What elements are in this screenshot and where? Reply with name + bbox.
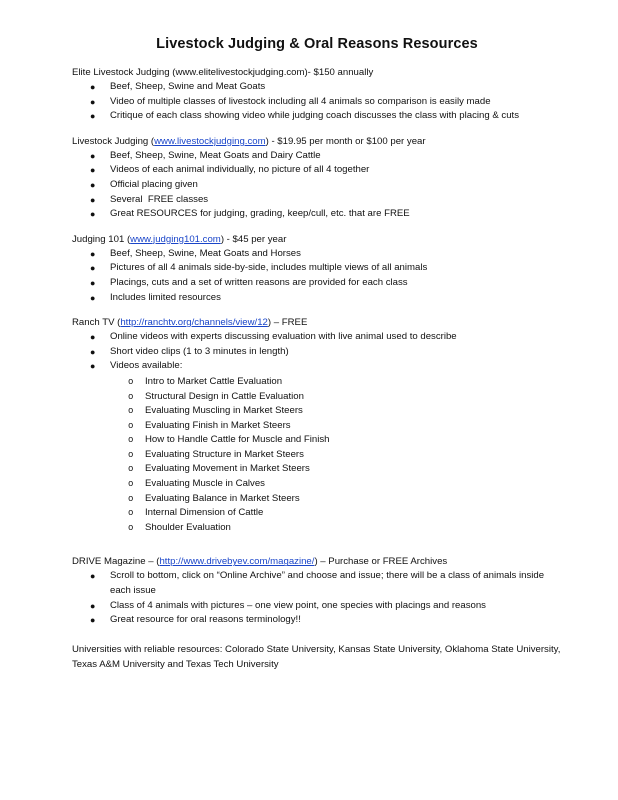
section-heading: DRIVE Magazine – (http://www.drivebyev.com/magazine/) – Purchase or FREE Archives bbox=[72, 556, 448, 568]
section-ranch-tv bbox=[72, 316, 562, 535]
circle-bullet-icon: o bbox=[128, 479, 134, 490]
list-item: ● Official placing given bbox=[72, 178, 562, 193]
video-item: o How to Handle Cattle for Muscle and Finish bbox=[72, 433, 562, 448]
bullet-icon: ● bbox=[90, 194, 96, 205]
video-item: o Intro to Market Cattle Evaluation bbox=[72, 375, 562, 390]
bullet-icon: ● bbox=[90, 150, 96, 161]
list-item: ● Scroll to bottom, click on “Online Archive” and choose and issue; there will be a class of animals inside each issue bbox=[90, 570, 545, 597]
video-item: o Evaluating Balance in Market Steers bbox=[72, 492, 562, 507]
list-item: ● Videos of each animal individually, no picture of all 4 together bbox=[72, 163, 562, 178]
circle-bullet-icon: o bbox=[128, 435, 134, 446]
bullet-list bbox=[72, 330, 562, 374]
list-item: ● Online videos with experts discussing evaluation with live animal used to describe bbox=[72, 330, 562, 345]
list-item: ● Critique of each class showing video while judging coach discusses the class with placing & cuts bbox=[72, 109, 562, 124]
judging101-link[interactable]: www.judging101.com bbox=[130, 233, 221, 245]
bullet-icon: ● bbox=[90, 165, 96, 176]
video-item: o Shoulder Evaluation bbox=[72, 521, 562, 536]
bullet-icon: ● bbox=[90, 82, 96, 92]
list-item: ● Pictures of all 4 animals side-by-side, includes multiple views of all animals bbox=[72, 261, 562, 276]
list-item: ● Includes limited resources bbox=[72, 291, 562, 306]
bullet-icon: ● bbox=[90, 209, 96, 220]
list-item: ● Video of multiple classes of livestock including all 4 animals so comparison is easily made bbox=[72, 95, 562, 110]
ranchtv-link[interactable]: http://ranchtv.org/channels/view/12 bbox=[120, 317, 268, 329]
video-item: o Evaluating Structure in Market Steers bbox=[72, 448, 562, 463]
list-item: ● Beef, Sheep, Swine, Meat Goats and Dairy Cattle bbox=[72, 149, 562, 164]
video-item: o Evaluating Muscle in Calves bbox=[72, 477, 562, 492]
list-item: ● Videos available: bbox=[72, 359, 562, 374]
bullet-icon: ● bbox=[90, 600, 96, 611]
universities-paragraph: Universities with reliable resources: Colorado State University, Kansas State University, Oklahoma State University, Texas A&M University and Texas Tech University bbox=[72, 643, 561, 670]
bullet-icon: ● bbox=[90, 571, 96, 582]
bullet-icon: ● bbox=[90, 263, 96, 274]
circle-bullet-icon: o bbox=[128, 522, 134, 533]
bullet-icon: ● bbox=[90, 111, 96, 122]
bullet-icon: ● bbox=[90, 179, 96, 190]
section-elite-livestock-judging bbox=[72, 66, 562, 124]
section-heading: Ranch TV (http://ranchtv.org/channels/view/12) – FREE bbox=[72, 317, 308, 329]
bullet-icon: ● bbox=[90, 346, 96, 357]
bullet-icon: ● bbox=[90, 292, 96, 303]
section-heading: Livestock Judging (www.livestockjudging.com) - $19.95 per month or $100 per year bbox=[72, 135, 426, 147]
section-heading: Elite Livestock Judging (www.elitelivestockjudging.com)- $150 annually bbox=[72, 67, 374, 78]
bullet-list bbox=[72, 569, 562, 627]
section-heading: Judging 101 (www.judging101.com) - $45 per year bbox=[72, 233, 287, 245]
circle-bullet-icon: o bbox=[128, 508, 134, 519]
circle-bullet-icon: o bbox=[128, 493, 134, 504]
video-item: o Evaluating Finish in Market Steers bbox=[72, 419, 562, 434]
circle-bullet-icon: o bbox=[128, 420, 134, 431]
list-item: ● Beef, Sheep, Swine, Meat Goats and Horses bbox=[72, 247, 562, 262]
bullet-list bbox=[72, 80, 562, 124]
video-item: o Evaluating Muscling in Market Steers bbox=[72, 404, 562, 419]
page-title: Livestock Judging & Oral Reasons Resources bbox=[156, 36, 478, 52]
video-item: o Evaluating Movement in Market Steers bbox=[72, 462, 562, 477]
list-item: ● Placings, cuts and a set of written reasons are provided for each class bbox=[72, 276, 562, 291]
list-item: ● Several FREE classes bbox=[72, 193, 562, 208]
circle-bullet-icon: o bbox=[128, 406, 134, 417]
list-item: ● Short video clips (1 to 3 minutes in length) bbox=[72, 345, 562, 360]
list-item: ● Great resource for oral reasons terminology!! bbox=[72, 613, 562, 628]
bullet-icon: ● bbox=[90, 277, 96, 288]
circle-bullet-icon: o bbox=[128, 391, 134, 402]
video-item: o Internal Dimension of Cattle bbox=[72, 506, 562, 521]
section-judging-101 bbox=[72, 233, 562, 305]
circle-bullet-icon: o bbox=[128, 464, 134, 475]
list-item: ● Beef, Sheep, Swine and Meat Goats bbox=[72, 80, 562, 95]
bullet-icon: ● bbox=[90, 248, 96, 259]
bullet-icon: ● bbox=[90, 96, 96, 107]
bullet-icon: ● bbox=[90, 361, 96, 372]
list-item: ● Class of 4 animals with pictures – one view point, one species with placings and reasons bbox=[72, 599, 562, 614]
video-item: o Structural Design in Cattle Evaluation bbox=[72, 390, 562, 405]
section-drive-magazine bbox=[72, 555, 562, 627]
circle-bullet-icon: o bbox=[128, 449, 134, 460]
bullet-icon: ● bbox=[90, 615, 96, 626]
drive-magazine-link[interactable]: http://www.drivebyev.com/magazine/ bbox=[159, 556, 315, 568]
bullet-icon: ● bbox=[90, 332, 96, 343]
bullet-list bbox=[72, 247, 562, 305]
livestockjudging-link[interactable]: www.livestockjudging.com bbox=[154, 135, 266, 147]
circle-bullet-icon: o bbox=[128, 376, 134, 387]
document-page bbox=[72, 36, 562, 672]
section-livestock-judging bbox=[72, 135, 562, 222]
list-item: ● Great RESOURCES for judging, grading, keep/cull, etc. that are FREE bbox=[72, 207, 562, 222]
bullet-list bbox=[72, 149, 562, 222]
video-list bbox=[72, 375, 562, 536]
